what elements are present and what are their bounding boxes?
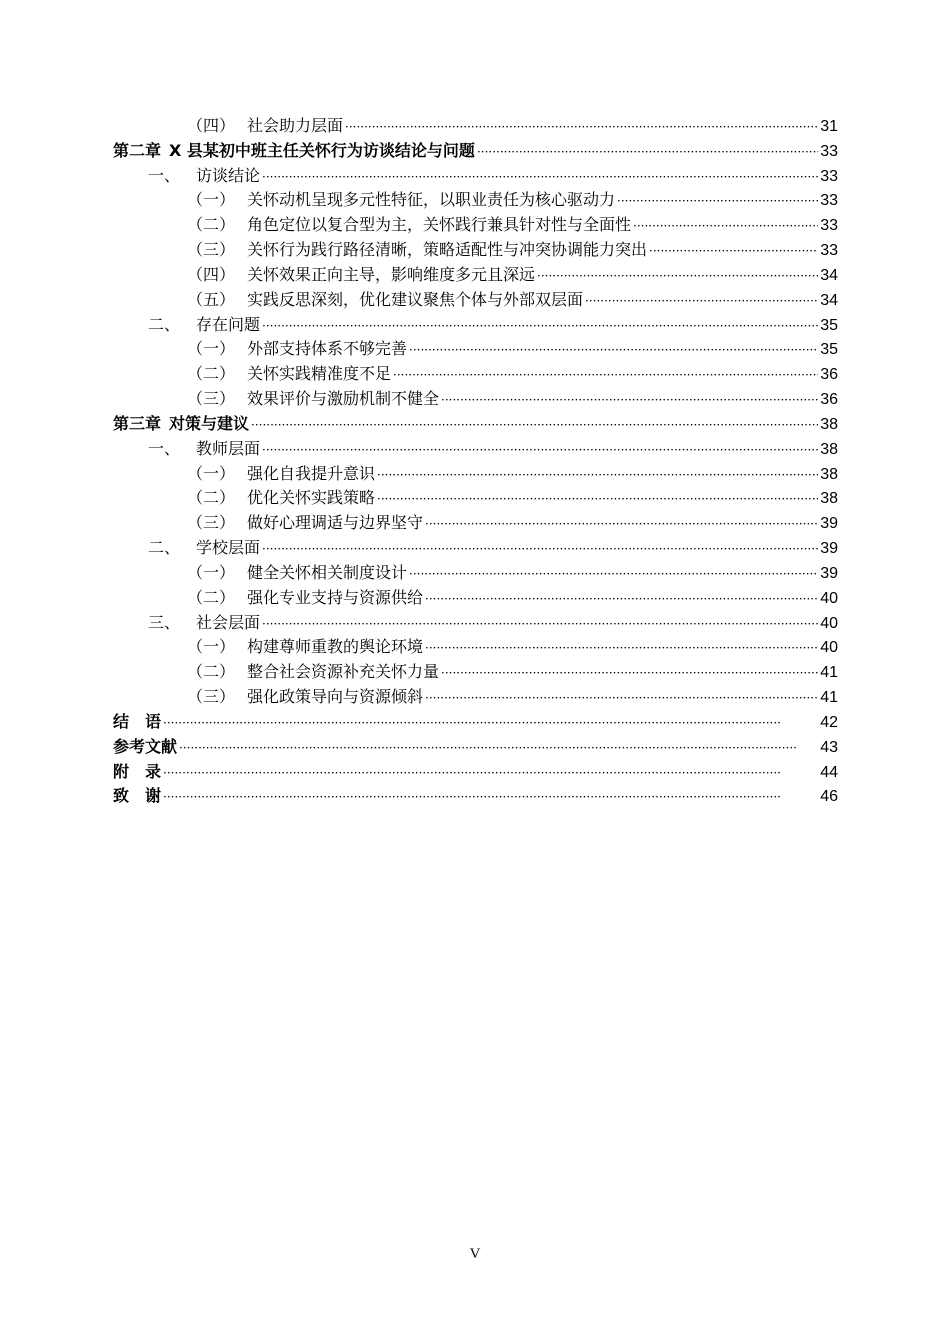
toc-entry-page: 38 <box>820 415 838 433</box>
toc-leader-dots <box>585 289 818 314</box>
toc-entry-number: （二） <box>187 488 236 508</box>
toc-entry-title: X 县某初中班主任关怀行为访谈结论与问题 <box>169 140 475 160</box>
toc-entry-number: （五） <box>187 289 236 309</box>
toc-entry-title: 存在问题 <box>196 314 261 334</box>
toc-entry-page: 43 <box>820 738 838 756</box>
toc-entry-title: 关怀实践精准度不足 <box>247 364 392 384</box>
toc-leader-dots <box>425 636 818 661</box>
toc-entry[interactable] <box>113 760 838 785</box>
toc-entry[interactable] <box>113 635 838 660</box>
toc-leader-dots <box>163 711 818 736</box>
toc-entry[interactable] <box>113 685 838 710</box>
toc-entry-page: 39 <box>820 564 838 582</box>
toc-entry-number: 第二章 <box>113 140 162 160</box>
toc-entry-page: 38 <box>820 490 838 508</box>
toc-leader-dots <box>425 587 818 612</box>
toc-entry-title: 附 录 <box>113 761 162 781</box>
toc-entry[interactable] <box>113 586 838 611</box>
toc-leader-dots <box>262 438 818 463</box>
toc-entry-number: （一） <box>187 190 236 210</box>
toc-leader-dots <box>649 239 818 264</box>
toc-entry[interactable] <box>113 536 838 561</box>
toc-entry[interactable] <box>113 188 838 213</box>
toc-entry-page: 34 <box>820 266 838 284</box>
toc-entry-title: 整合社会资源补充关怀力量 <box>247 662 440 682</box>
toc-entry-page: 36 <box>820 391 838 409</box>
toc-entry[interactable] <box>113 486 838 511</box>
toc-entry-title: 外部支持体系不够完善 <box>247 339 408 359</box>
toc-entry-title: 结 语 <box>113 711 162 731</box>
toc-leader-dots <box>262 612 818 637</box>
toc-entry[interactable] <box>113 412 838 437</box>
toc-leader-dots <box>537 264 818 289</box>
toc-entry-number: （四） <box>187 116 236 135</box>
toc-entry[interactable] <box>113 437 838 462</box>
toc-entry-title: 教师层面 <box>196 438 261 458</box>
toc-entry-title: 关怀效果正向主导，影响维度多元且深远 <box>247 264 536 284</box>
toc-entry[interactable] <box>113 238 838 263</box>
toc-leader-dots <box>377 463 818 488</box>
toc-entry-number: （三） <box>187 513 236 533</box>
toc-entry-title: 构建尊师重教的舆论环境 <box>247 637 424 657</box>
toc-leader-dots <box>409 338 818 363</box>
toc-entry-number: （二） <box>187 587 236 607</box>
toc-entry[interactable] <box>113 139 838 164</box>
toc-entry-title: 强化自我提升意识 <box>247 463 376 483</box>
toc-entry[interactable] <box>113 114 838 139</box>
toc-entry-number: （一） <box>187 463 236 483</box>
toc-entry-number: 三、 <box>148 612 181 632</box>
toc-entry-title: 关怀动机呈现多元性特征，以职业责任为核心驱动力 <box>247 190 616 210</box>
toc-entry[interactable] <box>113 362 838 387</box>
toc-entry-title: 做好心理调适与边界坚守 <box>247 513 424 533</box>
toc-entry-page: 34 <box>820 291 838 309</box>
toc-entry[interactable] <box>113 611 838 636</box>
toc-leader-dots <box>262 537 818 562</box>
toc-entry-page: 44 <box>820 763 838 781</box>
toc-entry-title: 对策与建议 <box>169 413 250 433</box>
toc-leader-dots <box>441 388 818 413</box>
toc-entry-number: 一、 <box>148 438 181 458</box>
toc-entry[interactable] <box>113 710 838 735</box>
toc-entry-number: （二） <box>187 215 236 235</box>
toc-entry-page: 38 <box>820 440 838 458</box>
toc-entry[interactable] <box>113 263 838 288</box>
toc-entry[interactable] <box>113 337 838 362</box>
toc-entry-title: 强化政策导向与资源倾斜 <box>247 687 424 707</box>
toc-entry[interactable] <box>113 288 838 313</box>
toc-entry-page: 33 <box>820 242 838 260</box>
toc-entry-title: 健全关怀相关制度设计 <box>247 562 408 582</box>
toc-entry-number: （一） <box>187 562 236 582</box>
toc-leader-dots <box>163 785 818 810</box>
toc-entry-title: 致 谢 <box>113 786 162 806</box>
toc-leader-dots <box>617 189 818 214</box>
toc-leader-dots <box>345 115 818 140</box>
toc-entry-page: 41 <box>820 664 838 682</box>
toc-entry[interactable] <box>113 164 838 189</box>
page-number: V <box>469 1246 481 1262</box>
toc-entry-page: 39 <box>820 515 838 533</box>
toc-entry[interactable] <box>113 660 838 685</box>
toc-entry[interactable] <box>113 735 838 760</box>
toc-entry[interactable] <box>113 462 838 487</box>
toc-entry-number: （三） <box>187 389 236 409</box>
toc-entry-number: （一） <box>187 637 236 657</box>
toc-entry-page: 40 <box>820 639 838 657</box>
toc-leader-dots <box>409 562 818 587</box>
toc-entry-page: 42 <box>820 713 838 731</box>
toc-entry-title: 访谈结论 <box>196 165 261 185</box>
toc-leader-dots <box>425 512 818 537</box>
toc-entry-number: 第三章 <box>113 413 162 433</box>
toc-leader-dots <box>262 165 818 190</box>
toc-entry-number: 二、 <box>148 314 181 334</box>
toc-entry-page: 46 <box>820 788 838 806</box>
toc-leader-dots <box>377 487 818 512</box>
toc-entry-title: 参考文献 <box>113 736 178 756</box>
table-of-contents <box>113 114 838 809</box>
toc-entry[interactable] <box>113 784 838 809</box>
toc-entry-number: 二、 <box>148 538 181 558</box>
toc-entry-title: 实践反思深刻，优化建议聚焦个体与外部双层面 <box>247 289 584 309</box>
toc-entry[interactable] <box>113 511 838 536</box>
toc-entry-title: 强化专业支持与资源供给 <box>247 587 424 607</box>
toc-entry-page: 33 <box>820 142 838 160</box>
toc-entry-number: （二） <box>187 364 236 384</box>
toc-entry-page: 33 <box>820 192 838 210</box>
toc-entry-title: 社会助力层面 <box>247 116 344 135</box>
toc-entry-page: 38 <box>820 465 838 483</box>
toc-entry-title: 关怀行为践行路径清晰，策略适配性与冲突协调能力突出 <box>247 240 648 260</box>
toc-leader-dots <box>262 314 818 339</box>
toc-leader-dots <box>441 661 818 686</box>
toc-entry-page: 41 <box>820 689 838 707</box>
toc-entry[interactable] <box>113 387 838 412</box>
toc-leader-dots <box>633 214 818 239</box>
toc-leader-dots <box>179 736 818 761</box>
toc-entry-page: 33 <box>820 217 838 235</box>
toc-entry-title: 角色定位以复合型为主，关怀践行兼具针对性与全面性 <box>247 215 632 235</box>
toc-entry-page: 35 <box>820 341 838 359</box>
toc-entry-page: 35 <box>820 316 838 334</box>
toc-entry-number: （一） <box>187 339 236 359</box>
toc-entry-page: 31 <box>820 118 838 135</box>
toc-entry-number: 一、 <box>148 165 181 185</box>
toc-entry-number: （三） <box>187 240 236 260</box>
toc-leader-dots <box>425 686 818 711</box>
toc-entry[interactable] <box>113 561 838 586</box>
toc-leader-dots <box>477 140 818 165</box>
toc-entry[interactable] <box>113 213 838 238</box>
toc-entry-title: 学校层面 <box>196 538 261 558</box>
toc-entry-page: 33 <box>820 167 838 185</box>
toc-leader-dots <box>251 413 818 438</box>
toc-leader-dots <box>393 363 818 388</box>
toc-entry-number: （四） <box>187 264 236 284</box>
toc-entry-page: 40 <box>820 589 838 607</box>
toc-entry-number: （三） <box>187 687 236 707</box>
toc-entry-page: 39 <box>820 540 838 558</box>
toc-leader-dots <box>163 761 818 786</box>
toc-entry-page: 40 <box>820 614 838 632</box>
toc-entry-number: （二） <box>187 662 236 682</box>
toc-entry-title: 优化关怀实践策略 <box>247 488 376 508</box>
toc-entry-title: 效果评价与激励机制不健全 <box>247 389 440 409</box>
toc-entry[interactable] <box>113 313 838 338</box>
toc-entry-title: 社会层面 <box>196 612 261 632</box>
toc-entry-page: 36 <box>820 366 838 384</box>
